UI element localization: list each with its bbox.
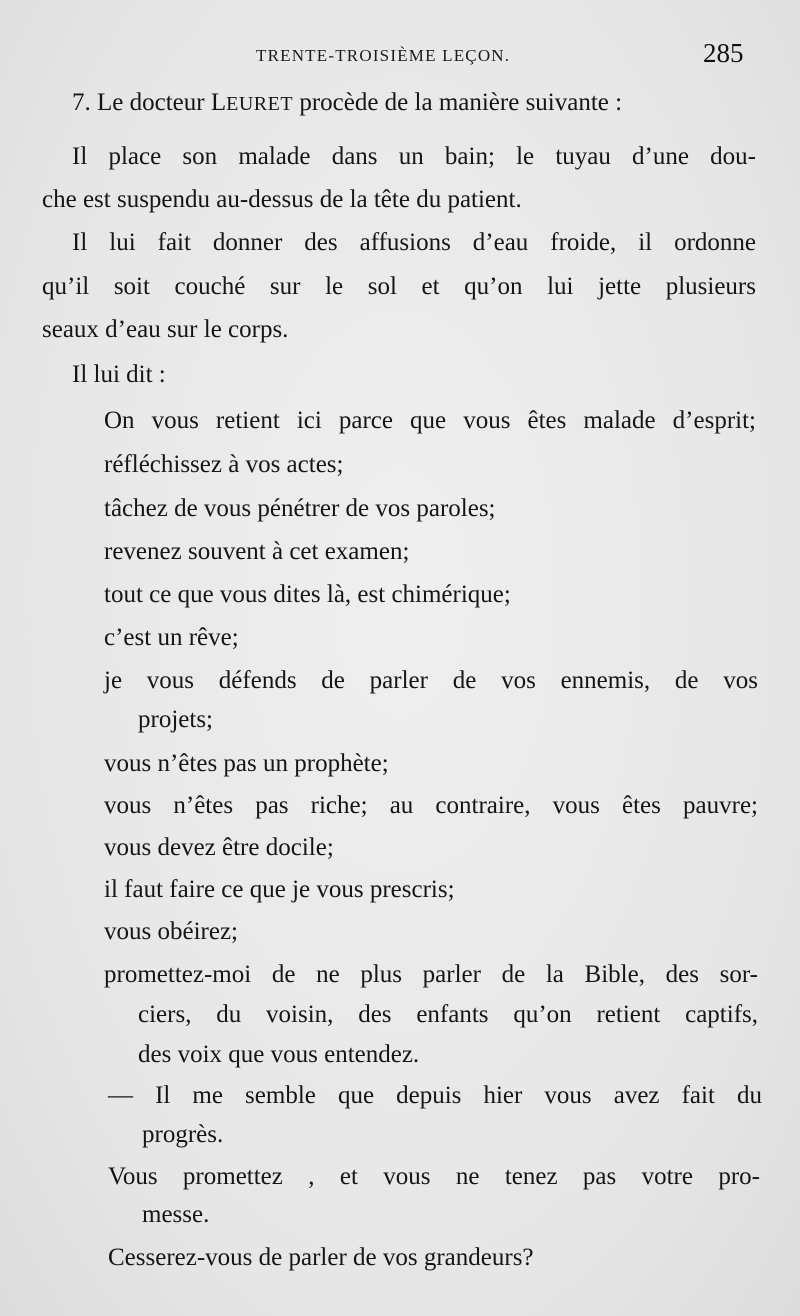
speech-line-continued: des voix que vous entendez. xyxy=(138,1041,420,1068)
author-name-rest: EURET xyxy=(226,93,294,115)
speech-line: On vous retient ici parce que vous êtes malade d’esprit; xyxy=(104,407,756,434)
author-name xyxy=(211,89,293,116)
speech-line: vous n’êtes pas riche; au contraire, vous êtes pauvre; xyxy=(104,792,758,819)
speech-line: il faut faire ce que je vous prescris; xyxy=(104,876,455,903)
speech-line-continued: messe. xyxy=(142,1201,210,1228)
text-line: seaux d’eau sur le corps. xyxy=(42,316,289,343)
speech-line: je vous défends de parler de vos ennemis, de vos xyxy=(104,667,758,694)
text-line: Il lui dit : xyxy=(72,361,166,388)
text-line: Il place son malade dans un bain; le tuyau d’une dou- xyxy=(72,143,756,170)
paragraph-7-heading xyxy=(72,88,720,119)
text-line: che est suspendu au-dessus de la tête du patient. xyxy=(42,186,522,213)
text-line: Il lui fait donner des affusions d’eau froide, il ordonne xyxy=(72,229,756,256)
speech-line: vous n’êtes pas un prophète; xyxy=(104,750,389,777)
text-segment: procède de la manière suivante : xyxy=(293,89,623,116)
speech-line: Cesserez-vous de parler de vos grandeurs? xyxy=(108,1244,534,1271)
speech-line: tout ce que vous dites là, est chimérique; xyxy=(104,581,511,608)
speech-line: Vous promettez , et vous ne tenez pas votre pro- xyxy=(108,1163,760,1190)
author-name-initial: L xyxy=(210,89,227,116)
speech-line: revenez souvent à cet examen; xyxy=(104,538,410,565)
speech-line-continued: progrès. xyxy=(142,1121,224,1148)
speech-line: vous devez être docile; xyxy=(104,834,334,861)
page-number: 285 xyxy=(703,38,744,68)
speech-line-continued: ciers, du voisin, des enfants qu’on retient captifs, xyxy=(138,1001,758,1028)
speech-line: c’est un rêve; xyxy=(104,624,239,651)
text-segment: Le docteur xyxy=(90,89,211,116)
running-head: TRENTE-TROISIÈME LEÇON. xyxy=(256,46,511,65)
text-line: qu’il soit couché sur le sol et qu’on lui jette plusieurs xyxy=(42,273,756,300)
paragraph-number: 7. xyxy=(72,89,91,116)
speech-line: promettez-moi de ne plus parler de la Bible, des sor- xyxy=(104,961,758,988)
speech-line: — Il me semble que depuis hier vous avez fait du xyxy=(108,1082,762,1109)
speech-line: réfléchissez à vos actes; xyxy=(104,451,344,478)
speech-line: vous obéirez; xyxy=(104,918,238,945)
speech-line-continued: projets; xyxy=(138,706,213,733)
speech-line: tâchez de vous pénétrer de vos paroles; xyxy=(104,495,496,522)
